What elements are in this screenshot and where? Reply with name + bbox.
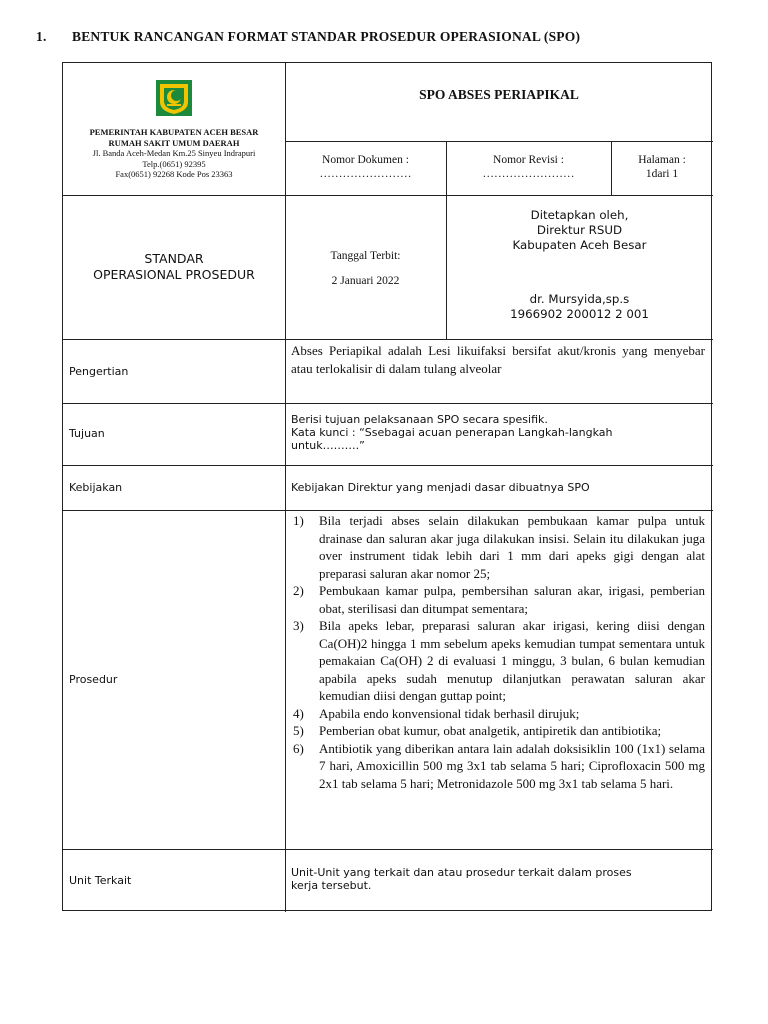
tujuan-text	[291, 413, 705, 452]
prosedur-item	[285, 722, 705, 740]
pengertian-text: Abses Periapikal adalah Lesi likuifaksi bersifat akut/kronis yang menyebar atau terlokalisir di dalam tulang alveolar	[291, 343, 705, 376]
halaman-value: 1dari 1	[645, 168, 679, 180]
tujuan-label: Tujuan	[69, 427, 105, 440]
divider-tujuan	[63, 465, 713, 466]
prosedur-item-text: Pembukaan kamar pulpa, pembersihan saluran akar, irigasi, pemberian obat, sterilisasi dan ditumpat sementara;	[319, 583, 705, 616]
tujuan-line3: untuk……….”	[291, 439, 365, 452]
prosedur-item	[285, 617, 705, 705]
ditetapkan-cell	[446, 208, 713, 322]
ditetapkan-line2: Direktur RSUD	[536, 223, 623, 237]
kebijakan-text: Kebijakan Direktur yang menjadi dasar dibuatnya SPO	[291, 481, 590, 494]
pengertian-label: Pengertian	[69, 365, 129, 378]
prosedur-item-number: 6)	[293, 740, 304, 756]
nomor-revisi-cell	[446, 153, 611, 181]
hospital-address: Jl. Banda Aceh-Medan Km.25 Sinyeu Indrapuri	[92, 148, 256, 158]
hospital-line2: RUMAH SAKIT UMUM DAERAH	[108, 137, 240, 148]
tanggal-terbit-cell	[285, 249, 446, 289]
unit-terkait-label: Unit Terkait	[69, 874, 132, 887]
tanggal-terbit-label: Tanggal Terbit:	[330, 250, 401, 262]
signer-name: dr. Mursyida,sp.s	[529, 292, 630, 306]
signer-nip: 1966902 200012 2 001	[510, 307, 649, 321]
prosedur-item-number: 4)	[293, 705, 304, 721]
nomor-revisi-value: ……………………	[482, 168, 575, 180]
divider-header	[63, 195, 713, 196]
divider-title-row	[285, 141, 713, 142]
prosedur-list	[285, 512, 705, 792]
hospital-block	[63, 63, 285, 195]
prosedur-item	[285, 740, 705, 793]
prosedur-item-number: 5)	[293, 723, 304, 738]
sop-title	[63, 251, 285, 283]
document-heading	[36, 29, 580, 45]
nomor-revisi-label: Nomor Revisi :	[493, 154, 564, 166]
document-title: SPO ABSES PERIAPIKAL	[419, 87, 579, 102]
kebijakan-label: Kebijakan	[69, 481, 123, 494]
prosedur-item	[285, 582, 705, 617]
prosedur-item-number: 2)	[293, 583, 304, 598]
ditetapkan-line1: Ditetapkan oleh,	[530, 208, 629, 222]
divider-prosedur	[63, 849, 713, 850]
divider-kebijakan	[63, 510, 713, 511]
tujuan-line2: Kata kunci : “Ssebagai acuan penerapan Langkah-langkah	[291, 426, 613, 439]
halaman-label: Halaman :	[638, 154, 686, 166]
aceh-besar-emblem-icon	[156, 80, 192, 116]
nomor-dokumen-label: Nomor Dokumen :	[322, 154, 409, 166]
prosedur-label: Prosedur	[69, 673, 118, 686]
hospital-fax: Fax(0651) 92268 Kode Pos 23363	[115, 169, 233, 179]
unit-terkait-text	[291, 866, 705, 892]
sop-title-line1: STANDAR	[144, 251, 204, 266]
hospital-info	[63, 127, 285, 180]
prosedur-item-text: Bila apeks lebar, preparasi saluran akar irigasi, kering diisi dengan Ca(OH)2 hingga 1 mm sebelum apeks kemudian tumpat sementara untuk pemakaian Ca(OH) 2 di evaluasi 1 minggu, 3 bulan, 6 bulan kemudian apabila apeks sudah menutup dilanjutkan perawatan saluran akar kemudian diisi dengan guttap point;	[319, 618, 705, 703]
prosedur-item	[285, 512, 705, 582]
divider-meta	[63, 339, 713, 340]
prosedur-item-text: Antibiotik yang diberikan antara lain adalah doksisiklin 100 (1x1) selama 7 hari, Amoxicillin 500 mg 3x1 tab selama 5 hari; Ciprofloxacin 500 mg 2x1 tab selama 5 hari; Metronidazole 500 mg 3x1 tab selama 5 hari.	[319, 740, 705, 791]
nomor-dokumen-value: ……………………	[319, 168, 412, 180]
unit-terkait-line1: Unit-Unit yang terkait dan atau prosedur terkait dalam proses	[291, 866, 632, 879]
ditetapkan-line3: Kabupaten Aceh Besar	[512, 238, 647, 252]
hospital-line1: PEMERINTAH KABUPATEN ACEH BESAR	[89, 127, 259, 137]
nomor-dokumen-cell	[285, 153, 446, 181]
unit-terkait-line2: kerja tersebut.	[291, 879, 372, 892]
prosedur-item-text: Bila terjadi abses selain dilakukan pembukaan kamar pulpa untuk drainase dan saluran akar juga dilakukan insisi. Selain itu dilakukan juga over instrument tidak lebih dari 1 mm dari apeks gigi dengan alat preparasi saluran akar nomor 25;	[319, 513, 705, 581]
halaman-cell	[611, 153, 713, 181]
sop-title-line2: OPERASIONAL PROSEDUR	[93, 267, 255, 282]
tujuan-line1: Berisi tujuan pelaksanaan SPO secara spesifik.	[291, 413, 548, 426]
prosedur-item-number: 1)	[293, 513, 304, 528]
divider-pengertian	[63, 403, 713, 404]
prosedur-list-wrapper	[285, 512, 705, 792]
spo-table	[62, 62, 712, 911]
hospital-phone: Telp.(0651) 92395	[142, 158, 206, 169]
prosedur-item	[285, 705, 705, 723]
heading-number: 1.	[36, 29, 47, 44]
prosedur-item-text: Pemberian obat kumur, obat analgetik, antipiretik dan antibiotika;	[319, 723, 662, 738]
prosedur-item-text: Apabila endo konvensional tidak berhasil dirujuk;	[319, 705, 580, 721]
tanggal-terbit-value: 2 Januari 2022	[331, 275, 400, 287]
heading-text: BENTUK RANCANGAN FORMAT STANDAR PROSEDUR OPERASIONAL (SPO)	[72, 29, 581, 44]
prosedur-item-number: 3)	[293, 618, 304, 633]
